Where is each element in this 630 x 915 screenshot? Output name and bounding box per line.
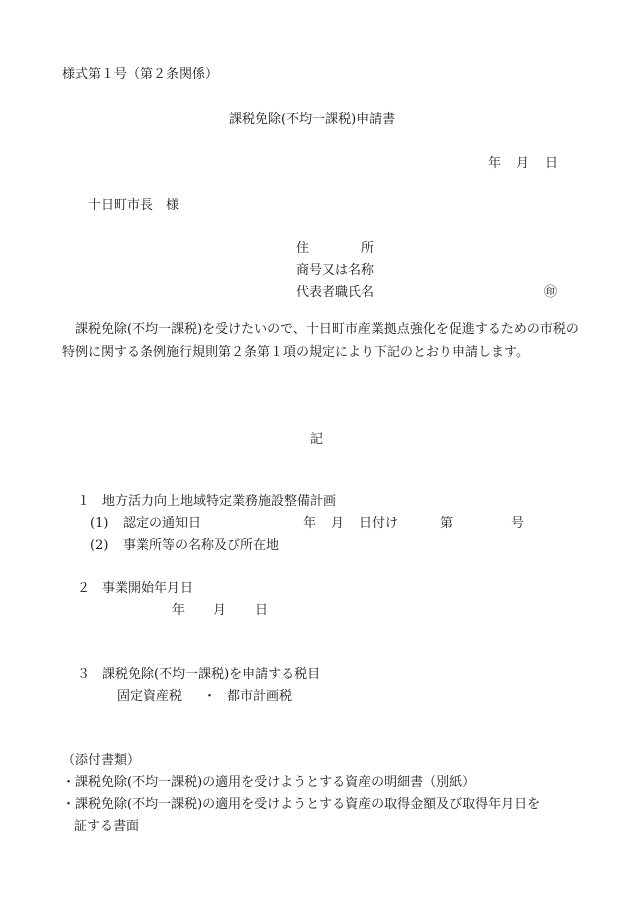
date-month: 月	[516, 156, 530, 171]
body-text: 課税免除(不均一課税)を受けたいので、十日町市産業拠点強化を促進するための市税の特例に関する条例施行規則第２条第１項の規定により下記のとおり申請します。	[62, 322, 579, 360]
item1-sub1-day: 日付け	[359, 516, 399, 531]
item1-sub1-label: 認定の通知日	[123, 516, 202, 531]
item2-day: 日	[255, 603, 269, 618]
item1-sub1-year: 年	[303, 516, 317, 531]
item1-sub1-go: 号	[511, 516, 525, 531]
item3-tax2: 都市計画税	[227, 689, 293, 704]
item1-sub1-number: (1)	[90, 516, 109, 531]
item1-title: 地方活力向上地域特定業務施設整備計画	[102, 494, 337, 509]
attachment-item-2: ・課税免除(不均一課税)の適用を受けようとする資産の取得金額及び取得年月日を	[62, 797, 541, 812]
item1-sub1-month: 月	[331, 516, 345, 531]
date-day: 日	[545, 156, 559, 171]
item1-number: １	[77, 494, 91, 509]
ki-heading: 記	[310, 432, 324, 447]
form-number: 様式第１号（第２条関係）	[62, 67, 219, 82]
business-name-label: 商号又は名称	[296, 263, 375, 278]
address-label: 住 所	[296, 241, 375, 256]
document-title: 課税免除(不均一課税)申請書	[229, 112, 396, 127]
item3-tax1: 固定資産税	[117, 689, 183, 704]
item2-month: 月	[213, 603, 227, 618]
item1-sub1-dai: 第	[440, 516, 454, 531]
item3-title: 課税免除(不均一課税)を申請する税目	[102, 667, 321, 682]
body-paragraph	[62, 318, 582, 364]
item3-separator: ・	[203, 689, 217, 704]
representative-label: 代表者職氏名	[296, 285, 375, 300]
item2-year: 年	[172, 603, 186, 618]
attachments-heading: （添付書類）	[62, 753, 141, 768]
attachment-item-2-continuation: 証する書面	[74, 819, 140, 834]
date-year: 年	[488, 156, 502, 171]
item1-sub2-number: (2)	[90, 538, 109, 553]
item3-number: ３	[77, 667, 91, 682]
item1-sub2-label: 事業所等の名称及び所在地	[123, 538, 280, 553]
seal-mark: ㊞	[544, 285, 558, 300]
attachment-item-1: ・課税免除(不均一課税)の適用を受けようとする資産の明細書（別紙）	[62, 775, 476, 790]
item2-title: 事業開始年月日	[102, 581, 194, 596]
item2-number: ２	[77, 581, 91, 596]
addressee: 十日町市長 様	[88, 198, 180, 213]
